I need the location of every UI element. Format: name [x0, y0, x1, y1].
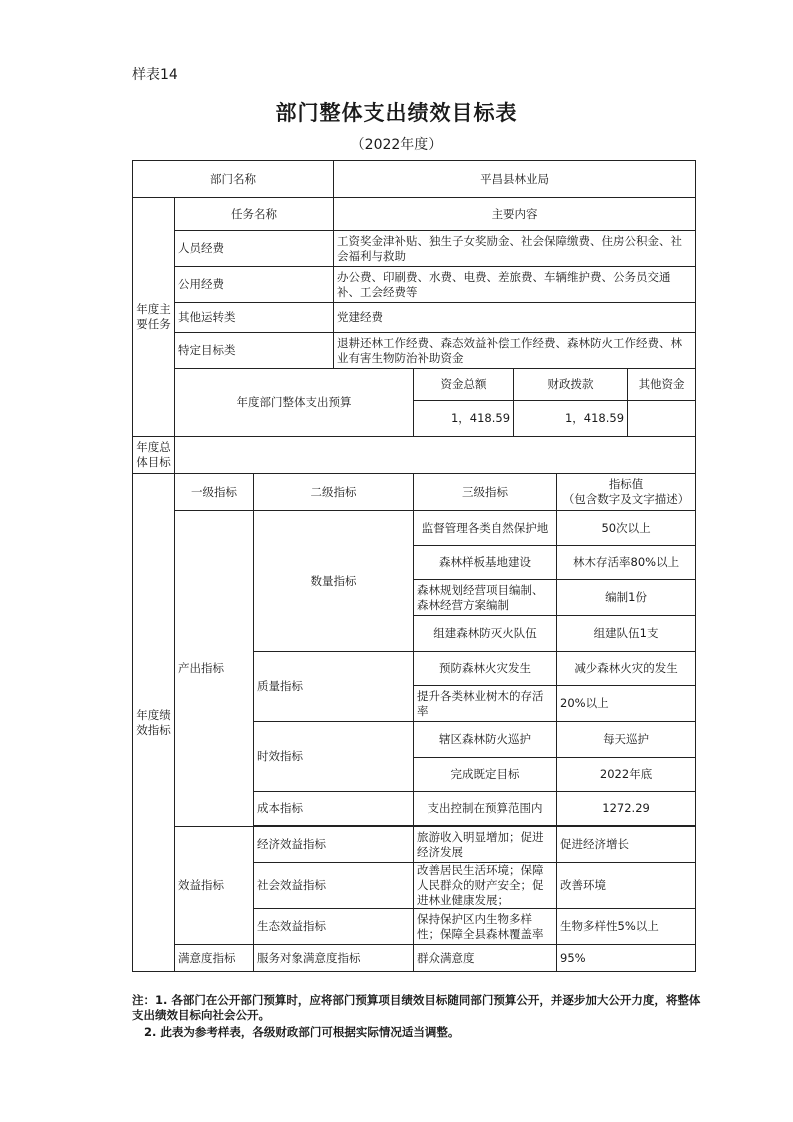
budget-value-fiscal: 1，418.59 [514, 401, 628, 437]
budget-header-total: 资金总额 [414, 369, 514, 401]
year-label: （2022年度） [350, 137, 443, 153]
satisfaction-indicator-label: 满意度指标 [175, 945, 254, 972]
level2-cell: 社会效益指标 [254, 863, 414, 909]
performance-target-table [132, 160, 696, 972]
level3-header: 三级指标 [414, 474, 557, 511]
value-cell: 编制1份 [557, 580, 696, 616]
task-name: 特定目标类 [175, 333, 334, 369]
overall-goal-label: 年度总体目标 [133, 437, 175, 474]
value-cell: 2022年底 [557, 758, 696, 792]
quality-indicator-label: 质量指标 [254, 652, 414, 722]
level3-cell: 改善居民生活环境；保障人民群众的财产安全；促进林业健康发展； [414, 863, 557, 909]
level3-cell: 预防森林火灾发生 [414, 652, 557, 686]
footnote-2: 2. 此表为参考样表，各级财政部门可根据实际情况适当调整。 [144, 1025, 460, 1039]
main-content-header: 主要内容 [334, 198, 696, 231]
level2-cell: 服务对象满意度指标 [254, 945, 414, 972]
benefit-indicator-label: 效益指标 [175, 827, 254, 945]
budget-value-total: 1，418.59 [414, 401, 514, 437]
budget-label: 年度部门整体支出预算 [175, 369, 414, 437]
cost-indicator-label: 成本指标 [254, 792, 414, 826]
level3-cell: 支出控制在预算范围内 [414, 792, 557, 826]
timeliness-indicator-label: 时效指标 [254, 722, 414, 792]
level3-cell: 森林样板基地建设 [414, 546, 557, 580]
level2-header: 二级指标 [254, 474, 414, 511]
budget-value-other [628, 401, 696, 437]
value-cell: 改善环境 [557, 863, 696, 909]
value-cell: 1272.29 [557, 792, 696, 826]
overall-goal-value [175, 437, 696, 474]
value-cell: 促进经济增长 [557, 827, 696, 863]
level3-cell: 提升各类林业树木的存活率 [414, 686, 557, 722]
task-name: 其他运转类 [175, 303, 334, 333]
footnote-1: 注：1. 各部门在公开部门预算时，应将部门预算项目绩效目标随同部门预算公开，并逐步加大公开力度，将整体支出绩效目标向社会公开。 [132, 993, 701, 1022]
level2-cell: 生态效益指标 [254, 909, 414, 945]
annual-tasks-label: 年度主要任务 [133, 198, 175, 437]
footnotes [132, 993, 702, 1040]
indicators-label: 年度绩效指标 [133, 474, 175, 972]
task-name: 公用经费 [175, 267, 334, 303]
dept-name-value: 平昌县林业局 [334, 161, 696, 198]
value-cell: 20%以上 [557, 686, 696, 722]
form-label: 样表14 [132, 67, 178, 83]
level3-cell: 组建森林防灭火队伍 [414, 616, 557, 652]
task-content: 办公费、印刷费、水费、电费、差旅费、车辆维护费、公务员交通补、工会经费等 [334, 267, 696, 303]
value-cell: 林木存活率80%以上 [557, 546, 696, 580]
budget-header-fiscal: 财政拨款 [514, 369, 628, 401]
level3-cell: 监督管理各类自然保护地 [414, 511, 557, 546]
value-cell: 95% [557, 945, 696, 972]
task-name: 人员经费 [175, 231, 334, 267]
level3-cell: 森林规划经营项目编制、森林经营方案编制 [414, 580, 557, 616]
level3-cell: 旅游收入明显增加；促进经济发展 [414, 827, 557, 863]
level3-cell: 群众满意度 [414, 945, 557, 972]
level3-cell: 辖区森林防火巡护 [414, 722, 557, 758]
task-content: 党建经费 [334, 303, 696, 333]
value-cell: 每天巡护 [557, 722, 696, 758]
task-name-header: 任务名称 [175, 198, 334, 231]
value-cell: 生物多样性5%以上 [557, 909, 696, 945]
quantity-indicator-label: 数量指标 [254, 511, 414, 652]
budget-header-other: 其他资金 [628, 369, 696, 401]
dept-name-label: 部门名称 [133, 161, 334, 198]
level3-cell: 完成既定目标 [414, 758, 557, 792]
value-header: 指标值 （包含数字及文字描述） [557, 474, 696, 511]
task-content: 退耕还林工作经费、森态效益补偿工作经费、森林防火工作经费、林业有害生物防治补助资金 [334, 333, 696, 369]
level3-cell: 保持保护区内生物多样性；保障全县森林覆盖率 [414, 909, 557, 945]
value-cell: 50次以上 [557, 511, 696, 546]
level1-header: 一级指标 [175, 474, 254, 511]
value-cell: 组建队伍1支 [557, 616, 696, 652]
page-title: 部门整体支出绩效目标表 [275, 101, 518, 125]
value-cell: 减少森林火灾的发生 [557, 652, 696, 686]
task-content: 工资奖金津补贴、独生子女奖励金、社会保障缴费、住房公积金、社会福利与救助 [334, 231, 696, 267]
level2-cell: 经济效益指标 [254, 827, 414, 863]
output-indicator-label: 产出指标 [175, 511, 254, 827]
